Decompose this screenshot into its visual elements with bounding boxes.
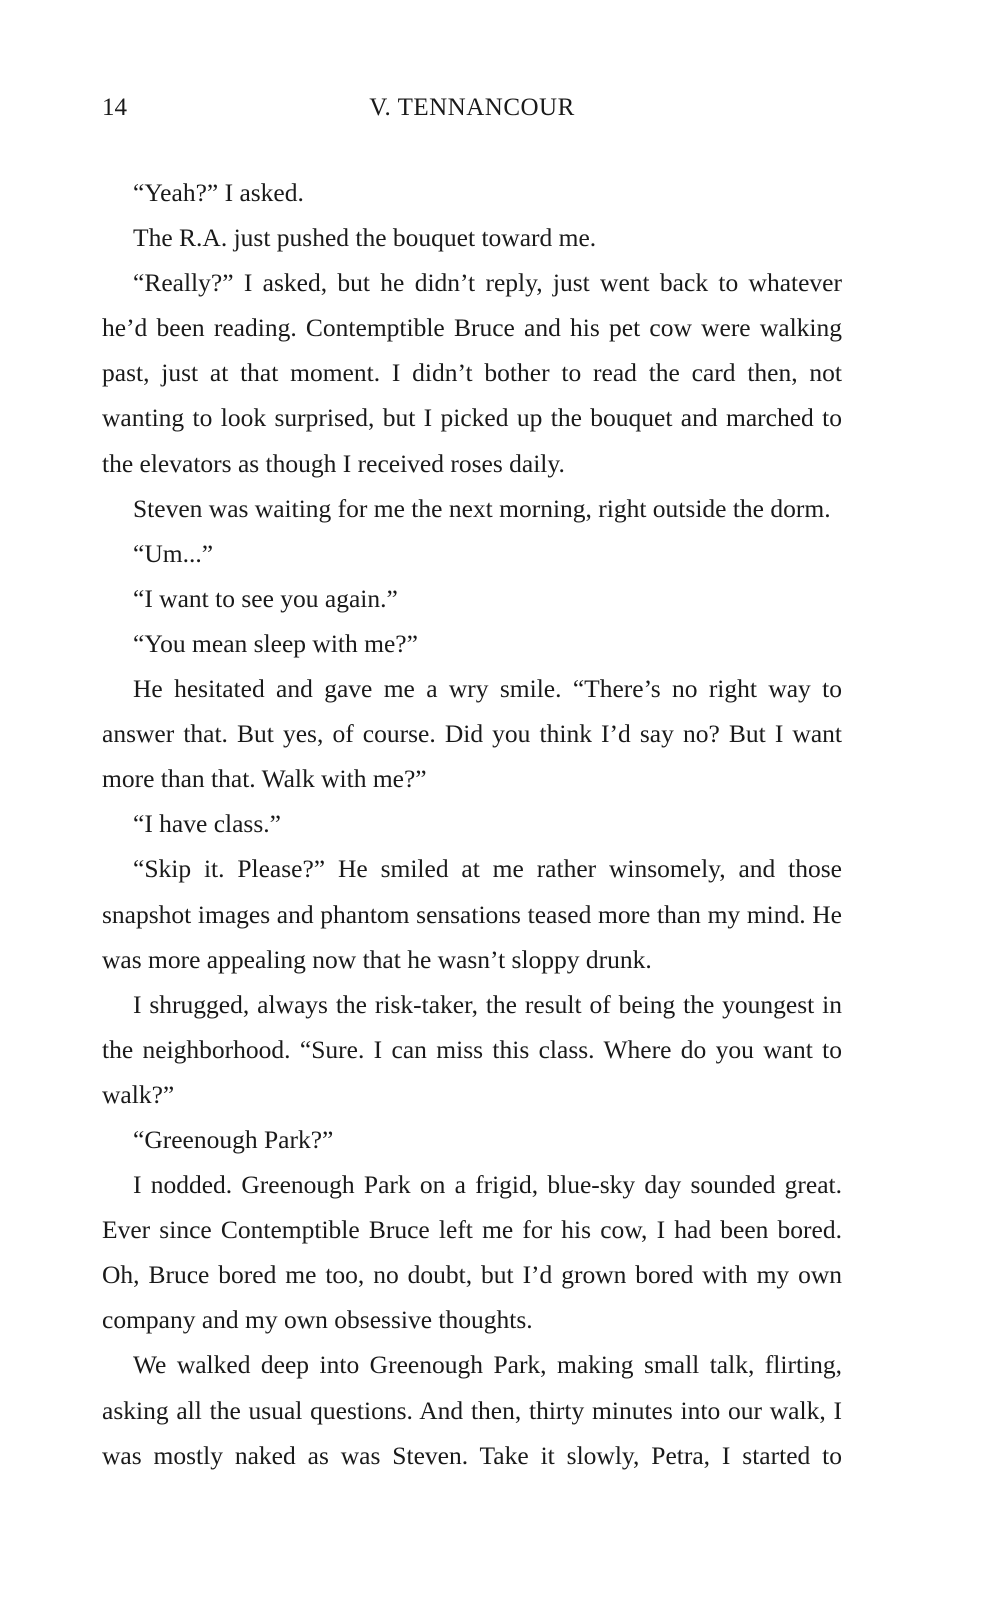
paragraph: “Greenough Park?”: [133, 1124, 334, 1154]
paragraph: I shrugged, always the risk-taker, the result of being the youngest in the neighborhood. “Sure. I can miss this class. Where do you want to walk?”: [102, 989, 842, 1109]
paragraph: We walked deep into Greenough Park, making small talk, flirting, asking all the usual questions. And then, thirty minutes into our walk, I was mostly naked as was Steven. Take it slowly, Petra, I started to: [102, 1350, 842, 1470]
running-head: [102, 88, 842, 128]
paragraph: “I have class.”: [133, 809, 281, 839]
paragraph: “Yeah?” I asked.: [133, 178, 304, 207]
paragraph: “I want to see you again.”: [133, 583, 398, 613]
paragraph: “Really?” I asked, but he didn’t reply, just went back to whatever he’d been reading. Contemptible Bruce and his pet cow were walking past, just at that moment. I didn’t bother to read the card then, not wanting to look surprised, but I picked up the bouquet and marched to the elevators as though I received roses daily.: [102, 268, 842, 478]
paragraph: He hesitated and gave me a wry smile. “There’s no right way to answer that. But yes, of course. Did you think I’d say no? But I want more than that. Walk with me?”: [102, 674, 842, 794]
paragraph: “Skip it. Please?” He smiled at me rather winsomely, and those snapshot images and phantom sensations teased more than my mind. He was more appealing now that he wasn’t sloppy drunk.: [102, 854, 842, 974]
page-number: 14: [102, 94, 127, 121]
body-text: [102, 170, 842, 1478]
paragraph: Steven was waiting for me the next morning, right outside the dorm.: [133, 493, 831, 523]
author-name: V. TENNANCOUR: [369, 94, 575, 121]
paragraph: “You mean sleep with me?”: [133, 628, 418, 658]
paragraph: I nodded. Greenough Park on a frigid, blue-sky day sounded great. Ever since Contemptible Bruce left me for his cow, I had been bored. Oh, Bruce bored me too, no doubt, but I’d grown bored with my own company and my own obsessive thoughts.: [102, 1170, 842, 1335]
paragraph: “Um...”: [133, 538, 214, 568]
paragraph: The R.A. just pushed the bouquet toward me.: [133, 223, 597, 253]
